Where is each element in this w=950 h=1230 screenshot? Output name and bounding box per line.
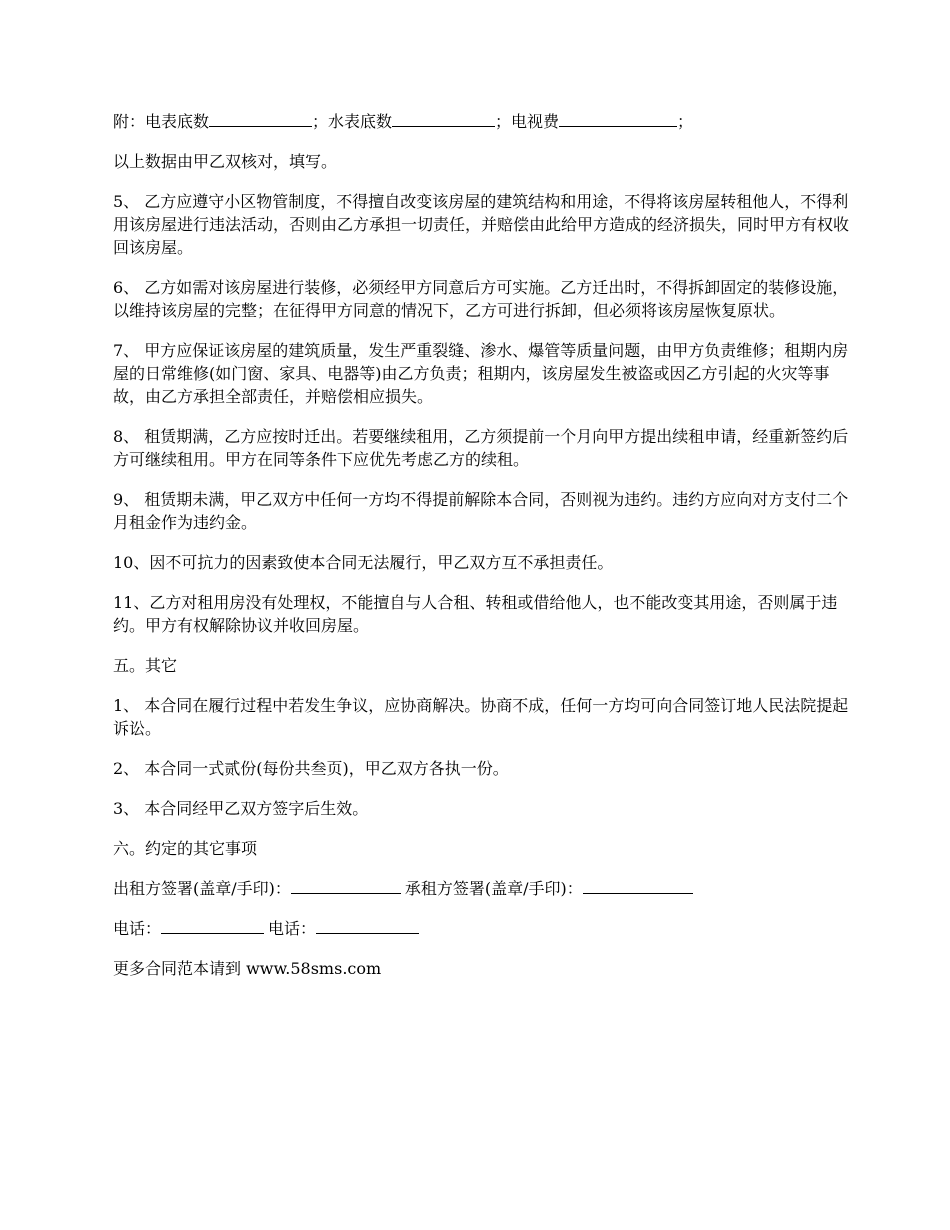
lessee-phone-blank (316, 917, 419, 934)
lessor-phone-blank (161, 917, 264, 934)
tv-fee-label: ；电视费 (495, 112, 560, 131)
electric-meter-blank (209, 110, 312, 127)
lessee-signature-blank (583, 877, 693, 894)
other-clause-1: 1、 本合同在履行过程中若发生争议，应协商解决。协商不成，任何一方均可向合同签订地人民法院提起诉讼。 (113, 696, 849, 738)
signature-line (113, 877, 853, 900)
water-meter-blank (392, 110, 495, 127)
footer-more-templates: 更多合同范本请到 www.58sms.com (113, 959, 382, 978)
lessor-signature-label: 出租方签署(盖章/手印)： (113, 879, 291, 898)
lessor-phone-label: 电话： (113, 919, 162, 938)
electric-meter-label: 附：电表底数 (113, 112, 210, 131)
meter-line-end: ； (677, 112, 694, 131)
tv-fee-blank (559, 110, 677, 127)
phone-line (113, 917, 853, 940)
lessee-phone-label: 电话： (268, 919, 317, 938)
lessor-signature-blank (291, 877, 401, 894)
clause-9: 9、 租赁期未满，甲乙双方中任何一方均不得提前解除本合同，否则视为违约。违约方应向对方支付二个月租金作为违约金。 (113, 490, 849, 532)
other-clause-2: 2、 本合同一式贰份(每份共叁页)，甲乙双方各执一份。 (113, 759, 509, 778)
water-meter-label: ；水表底数 (312, 112, 393, 131)
section-heading-other: 五。其它 (113, 656, 178, 675)
contract-page (113, 110, 853, 997)
clause-10: 10、因不可抗力的因素致使本合同无法履行，甲乙双方互不承担责任。 (113, 553, 614, 572)
meter-readings-line (113, 110, 853, 133)
clause-6: 6、 乙方如需对该房屋进行装修，必须经甲方同意后方可实施。乙方迁出时，不得拆卸固定的装修设施，以维持该房屋的完整；在征得甲方同意的情况下，乙方可进行拆卸，但必须将该房屋恢复原状。 (113, 278, 849, 320)
clause-11: 11、乙方对租用房没有处理权，不能擅自与人合租、转租或借给他人，也不能改变其用途，否则属于违约。甲方有权解除协议并收回房屋。 (113, 593, 838, 635)
paragraph-data-verification: 以上数据由甲乙双核对，填写。 (113, 152, 338, 171)
section-heading-agreed-matters: 六。约定的其它事项 (113, 839, 258, 858)
clause-5: 5、 乙方应遵守小区物管制度，不得擅自改变该房屋的建筑结构和用途，不得将该房屋转租他人，不得利用该房屋进行违法活动，否则由乙方承担一切责任，并赔偿由此给甲方造成的经济损失，同时甲方有权收回该房屋。 (113, 192, 850, 257)
clause-8: 8、 租赁期满，乙方应按时迁出。若要继续租用，乙方须提前一个月向甲方提出续租申请，经重新签约后方可继续租用。甲方在同等条件下应优先考虑乙方的续租。 (113, 427, 849, 469)
lessee-signature-label: 承租方签署(盖章/手印)： (404, 879, 583, 898)
other-clause-3: 3、 本合同经甲乙双方签字后生效。 (113, 799, 369, 818)
clause-7: 7、 甲方应保证该房屋的建筑质量，发生严重裂缝、渗水、爆管等质量问题，由甲方负责维修；租期内房屋的日常维修(如门窗、家具、电器等)由乙方负责；租期内，该房屋发生被盗或因乙方引起的火灾等事故，由乙方承担全部责任，并赔偿相应损失。 (113, 341, 849, 406)
